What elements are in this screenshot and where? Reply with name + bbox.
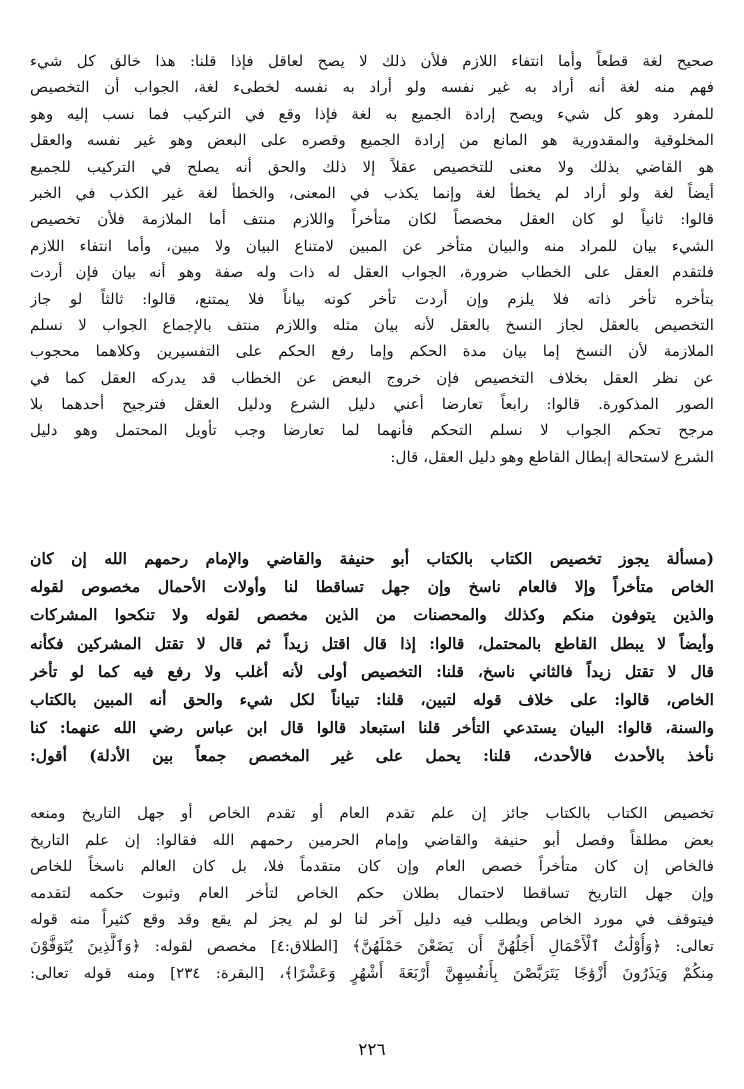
matn-line: والذين يتوفون منكم وكذلك والمحصنات من الذين مخصص لقوله ولا تنكحوا المشركات [30, 605, 714, 625]
matn-line: (مسألة يجوز تخصيص الكتاب بالكتاب أبو حنيفة والقاضي والإمام رحمهم الله إن كان [30, 549, 714, 568]
matn-text [30, 545, 714, 771]
text-line: فلتقدم العقل على الخطاب ضرورة، الجواب العقل له ذات وله صفة وهو أنه بيان فإن أردت [30, 263, 714, 282]
text-line: عن نظر العقل بخلاف التخصيص فإن خروج البعض عن الخطاب قد يدركه العقل كما في [30, 368, 714, 387]
text-line: التخصيص بالعقل لجاز النسخ بالعقل لأنه بيان مثله واللازم منتف بالإجماع الجواب لا نسلم [30, 315, 714, 334]
text-line: قالوا: ثانياً لو كان العقل مخصصاً لكان متأخراً واللازم منتف أما الملازمة فلأن تخصيص [30, 210, 714, 229]
text-line: الملازمة لأن النسخ إما بيان مدة الحكم وإما رفع الحكم على التفسيرين وكلاهما محجوب [30, 342, 714, 361]
text-line: وإن جهل التاريخ تساقطا لاحتمال بطلان حكم الخاص لتأخر العام وثبوت حكمه لتقدمه [30, 883, 714, 902]
text-line: أيضاً لغة ولو أراد لم يخطأ لغة وإنما يكذب في المعنى، والخطأ لغة غير الكذب في الخبر [30, 183, 714, 202]
text-line: للمفرد وهو كل شيء ويصح إرادة الجميع به لغة فإذا وقع في التركيب فما نسب إليه وهو [30, 104, 714, 123]
matn-line: الخاص متأخراً وإلا فالعام ناسخ وإن جهل تساقطا لنا وأولات الأحمال مخصوص لقوله [30, 577, 714, 597]
text-line: مرجح تحكم الجواب لا نسلم التحكم فأنهما لما تعارضا وجب تأويل المحتمل وهو دليل [30, 421, 714, 440]
text-line: الشرع لاستحالة إبطال القاطع وهو دليل العقل، قال: [390, 447, 714, 466]
quran-line: مِنكُمْ وَيَذَرُونَ أَزْوَٰجًا يَتَرَبَّصْنَ بِأَنفُسِهِنَّ أَرْبَعَةَ أَشْهُرٍ وَعَشْرًا﴾، [البقرة: ٢٣٤] ومنه قوله تعالى: [30, 963, 714, 982]
matn-line: الخاص، قالوا: على خلاف قوله لتبين، قلنا: تبياناً لكل شيء والحق أنه المبين بالكتاب [30, 689, 714, 709]
text-line: تخصيص الكتاب بالكتاب جائز إن علم تقدم العام أو تقدم الخاص أو جهل التاريخ ومنعه [30, 804, 714, 822]
text-line: بتأخره تأخر ذاته فلا يلزم وإن أردت تأخر كونه بياناً فلا يمتنع، قالوا: ثالثاً لو جاز [30, 289, 714, 308]
text-line: فيتوقف في مورد الخاص ويطلب فيه دليل آخر لنا لو لم يجز لم يقع وقد وقع كثيراً منه قوله [30, 910, 714, 929]
text-line: صحيح لغة قطعاً وأما انتفاء اللازم فلأن ذلك لا يصح لعاقل فإذا قلنا: هذا خالق كل شيء [30, 52, 714, 70]
page-number: ٢٢٦ [358, 1040, 386, 1060]
text-line: فالخاص إن كان متأخراً خصص العام وإن كان متقدماً فلا، بل كان العالم ناسخاً للخاص [30, 857, 714, 876]
text-line: بعض مطلقاً وفصل أبو حنيفة والقاضي وإمام الحرمين رحمهم الله فقالوا: إن علم التاريخ [30, 830, 714, 849]
matn-line: وأيضاً لا يبطل القاطع بالمحتمل، قالوا: إذا قال اقتل زيداً ثم قال لا تقتل المشركين فكأنه [30, 633, 714, 653]
text-line: المخلوقية والمقدورية هو المانع من إرادة الجميع وقصره على البعض وهو غير نفسه والعقل [30, 131, 714, 150]
matn-line: نأخذ بالأحدث فالأحدث، قلنا: يحمل على غير المخصص جمعاً بين الأدلة) أقول: [30, 746, 714, 766]
commentary-top [30, 48, 714, 470]
text-line: فهم منه لغة أنه أراد به غير نفسه ولو أراد به نفسه لخطىء لغة، الجواب أن التخصيص [30, 78, 714, 97]
text-line: الشيء بيان للمراد منه والبيان متأخر عن المبين لامتناع البيان ولا مبين، وأما انتفاء اللازم [30, 236, 714, 255]
text-line: الصور المذكورة. قالوا: رابعاً تعارضا أعني دليل الشرع ودليل العقل فترجيح أحدهما بلا [30, 395, 714, 414]
matn-line: قال لا تقتل زيداً فالثاني ناسخ، قلنا: التخصيص أولى لأنه أغلب ولا رفع فيه كما لو تأخر [30, 661, 714, 681]
commentary-bottom [30, 800, 714, 986]
matn-line: والسنة، قالوا: البيان يستدعي التأخر قلنا استبعاد قالوا قال ابن عباس رضي الله عنهما: كنا [30, 718, 714, 738]
quran-line: تعالى: ﴿وَأُوْلَٰتُ ٱلْأَحْمَالِ أَجَلُهُنَّ أَن يَضَعْنَ حَمْلَهُنَّ﴾ [الطلاق:٤] مخصص لقوله: ﴿وَٱلَّذِينَ يُتَوَفَّوْنَ [30, 936, 714, 955]
text-line: هو القاضي بذلك ولا معنى للتخصيص عقلاً إلا ذلك والحق أنه يصلح في التركيب للجميع [30, 157, 714, 176]
